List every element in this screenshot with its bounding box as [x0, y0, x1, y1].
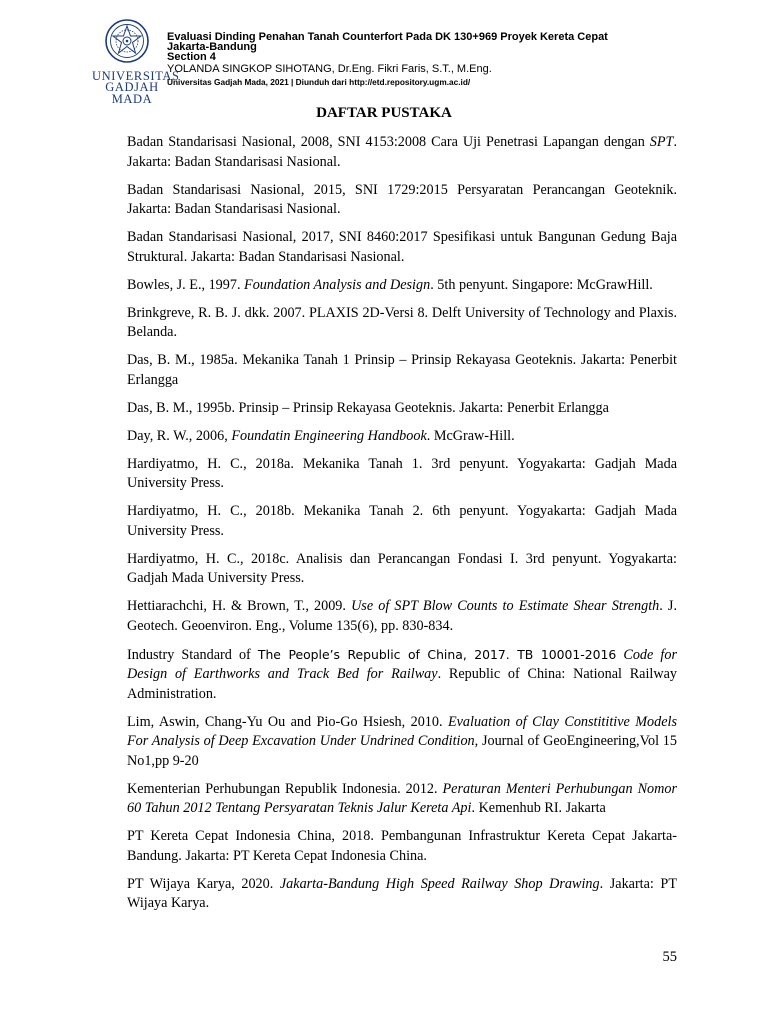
reference-item	[127, 399, 677, 419]
reference-italic: Evaluation of Clay Constititive Models For Analysis of Deep Excavation Under Undrined Condition	[127, 713, 677, 749]
reference-text: Lim, Aswin, Chang-Yu Ou and Pio-Go Hsiesh, 2010.	[127, 713, 448, 730]
reference-text: Industry Standard of	[127, 646, 258, 663]
reference-italic: Peraturan Menteri Perhubungan Nomor 60 Tahun 2012 Tentang Persyaratan Teknis Jalur Kereta Api	[127, 780, 677, 816]
reference-item	[127, 181, 677, 220]
document-title-line-1: Evaluasi Dinding Penahan Tanah Counterfort Pada DK 130+969 Proyek Kereta Cepat	[167, 31, 608, 43]
page-header	[92, 18, 700, 106]
reference-text: Bowles, J. E., 1997.	[127, 276, 245, 293]
reference-text: Badan Standarisasi Nasional, 2008, SNI 4153:2008 Cara Uji Penetrasi Lapangan dengan	[127, 134, 650, 150]
university-logo	[92, 18, 180, 106]
reference-italic: Code for Design of Earthworks and Track Bed for Railway	[127, 646, 677, 682]
document-section: Section 4	[167, 51, 216, 63]
reference-italic: Jakarta-Bandung High Speed Railway Shop Drawing	[279, 875, 600, 892]
reference-text: Badan Standarisasi Nasional, 2017, SNI 8460:2017 Spesifikasi untuk Bangunan Gedung Baja Struktural. Jakarta: Badan Standarisasi Nasional.	[127, 229, 677, 265]
reference-item	[127, 455, 677, 494]
reference-text: Badan Standarisasi Nasional, 2015, SNI 1729:2015 Persyaratan Perancangan Geoteknik. Jakarta: Badan Standarisasi Nasional.	[127, 181, 677, 217]
document-authors: YOLANDA SINGKOP SIHOTANG, Dr.Eng. Fikri Faris, S.T., M.Eng.	[167, 63, 492, 75]
reference-list	[127, 133, 677, 922]
reference-text: . J. Geotech. Geoenviron. Eng., Volume 135(6), pp. 830-834.	[127, 598, 677, 634]
reference-item	[127, 597, 677, 636]
reference-text: Das, B. M., 1995b. Prinsip – Prinsip Rekayasa Geoteknis. Jakarta: Penerbit Erlangga	[127, 399, 609, 416]
reference-item	[127, 645, 677, 705]
reference-item	[127, 502, 677, 541]
reference-text: PT Kereta Cepat Indonesia China, 2018. Pembangunan Infrastruktur Kereta Cepat Jakarta-Bandung. Jakarta: PT Kereta Cepat Indonesia China.	[127, 828, 677, 864]
reference-text: . Jakarta: PT Wijaya Karya.	[127, 875, 677, 911]
reference-text-sans: The People’s Republic of China, 2017. TB 10001-2016	[257, 646, 617, 662]
reference-item	[127, 351, 677, 390]
logo-text-gadjah-mada: GADJAH MADA	[105, 80, 159, 106]
reference-text: , Journal of GeoEngineering,Vol 15 No1,pp 9-20	[127, 733, 677, 769]
reference-text: Day, R. W., 2006,	[127, 427, 232, 444]
page-number: 55	[662, 949, 677, 965]
reference-text: . 5th penyunt. Singapore: McGrawHill.	[430, 276, 653, 293]
reference-item	[127, 228, 677, 267]
reference-item	[127, 427, 677, 447]
reference-text: Das, B. M., 1985a. Mekanika Tanah 1 Prinsip – Prinsip Rekayasa Geoteknis. Jakarta: Penerbit Erlangga	[127, 352, 677, 388]
reference-italic: Use of SPT Blow Counts to Estimate Shear Strength	[351, 598, 660, 614]
reference-item	[127, 875, 677, 914]
document-source: Universitas Gadjah Mada, 2021 | Diunduh dari http://etd.repository.ugm.ac.id/	[167, 77, 471, 87]
reference-text: PT Wijaya Karya, 2020.	[127, 875, 280, 892]
reference-italic: SPT	[649, 134, 674, 150]
reference-italic: Foundatin Engineering Handbook	[231, 427, 427, 444]
reference-item	[127, 276, 677, 296]
page-title: DAFTAR PUSTAKA	[316, 105, 452, 121]
header-text-block	[167, 32, 687, 88]
reference-text: Kementerian Perhubungan Republik Indonesia. 2012.	[127, 780, 443, 797]
reference-item	[127, 550, 677, 589]
reference-text: Hettiarachchi, H. & Brown, T., 2009.	[127, 598, 352, 614]
reference-item	[127, 304, 677, 343]
ugm-seal-icon	[104, 18, 150, 64]
reference-text: Hardiyatmo, H. C., 2018c. Analisis dan Perancangan Fondasi I. 3rd penyunt. Yogyakarta: Gadjah Mada University Press.	[127, 550, 677, 586]
reference-text: . Jakarta: Badan Standarisasi Nasional.	[127, 134, 677, 170]
reference-text: Brinkgreve, R. B. J. dkk. 2007. PLAXIS 2D-Versi 8. Delft University of Technology and Plaxis. Belanda.	[127, 304, 677, 340]
reference-item	[127, 780, 677, 819]
logo-text-universitas: UNIVERSITAS	[92, 69, 180, 83]
reference-item	[127, 713, 677, 772]
document-title-line-2: Jakarta-Bandung	[167, 41, 257, 53]
reference-text: . Republic of China: National Railway Administration.	[127, 666, 677, 702]
reference-text: . McGraw-Hill.	[426, 427, 515, 444]
reference-text: . Kemenhub RI. Jakarta	[471, 800, 606, 816]
reference-item	[127, 827, 677, 866]
reference-item	[127, 133, 677, 172]
reference-italic: Foundation Analysis and Design	[244, 276, 431, 293]
reference-text: Hardiyatmo, H. C., 2018b. Mekanika Tanah 2. 6th penyunt. Yogyakarta: Gadjah Mada University Press.	[127, 503, 677, 539]
reference-text: Hardiyatmo, H. C., 2018a. Mekanika Tanah 1. 3rd penyunt. Yogyakarta: Gadjah Mada University Press.	[127, 455, 677, 491]
